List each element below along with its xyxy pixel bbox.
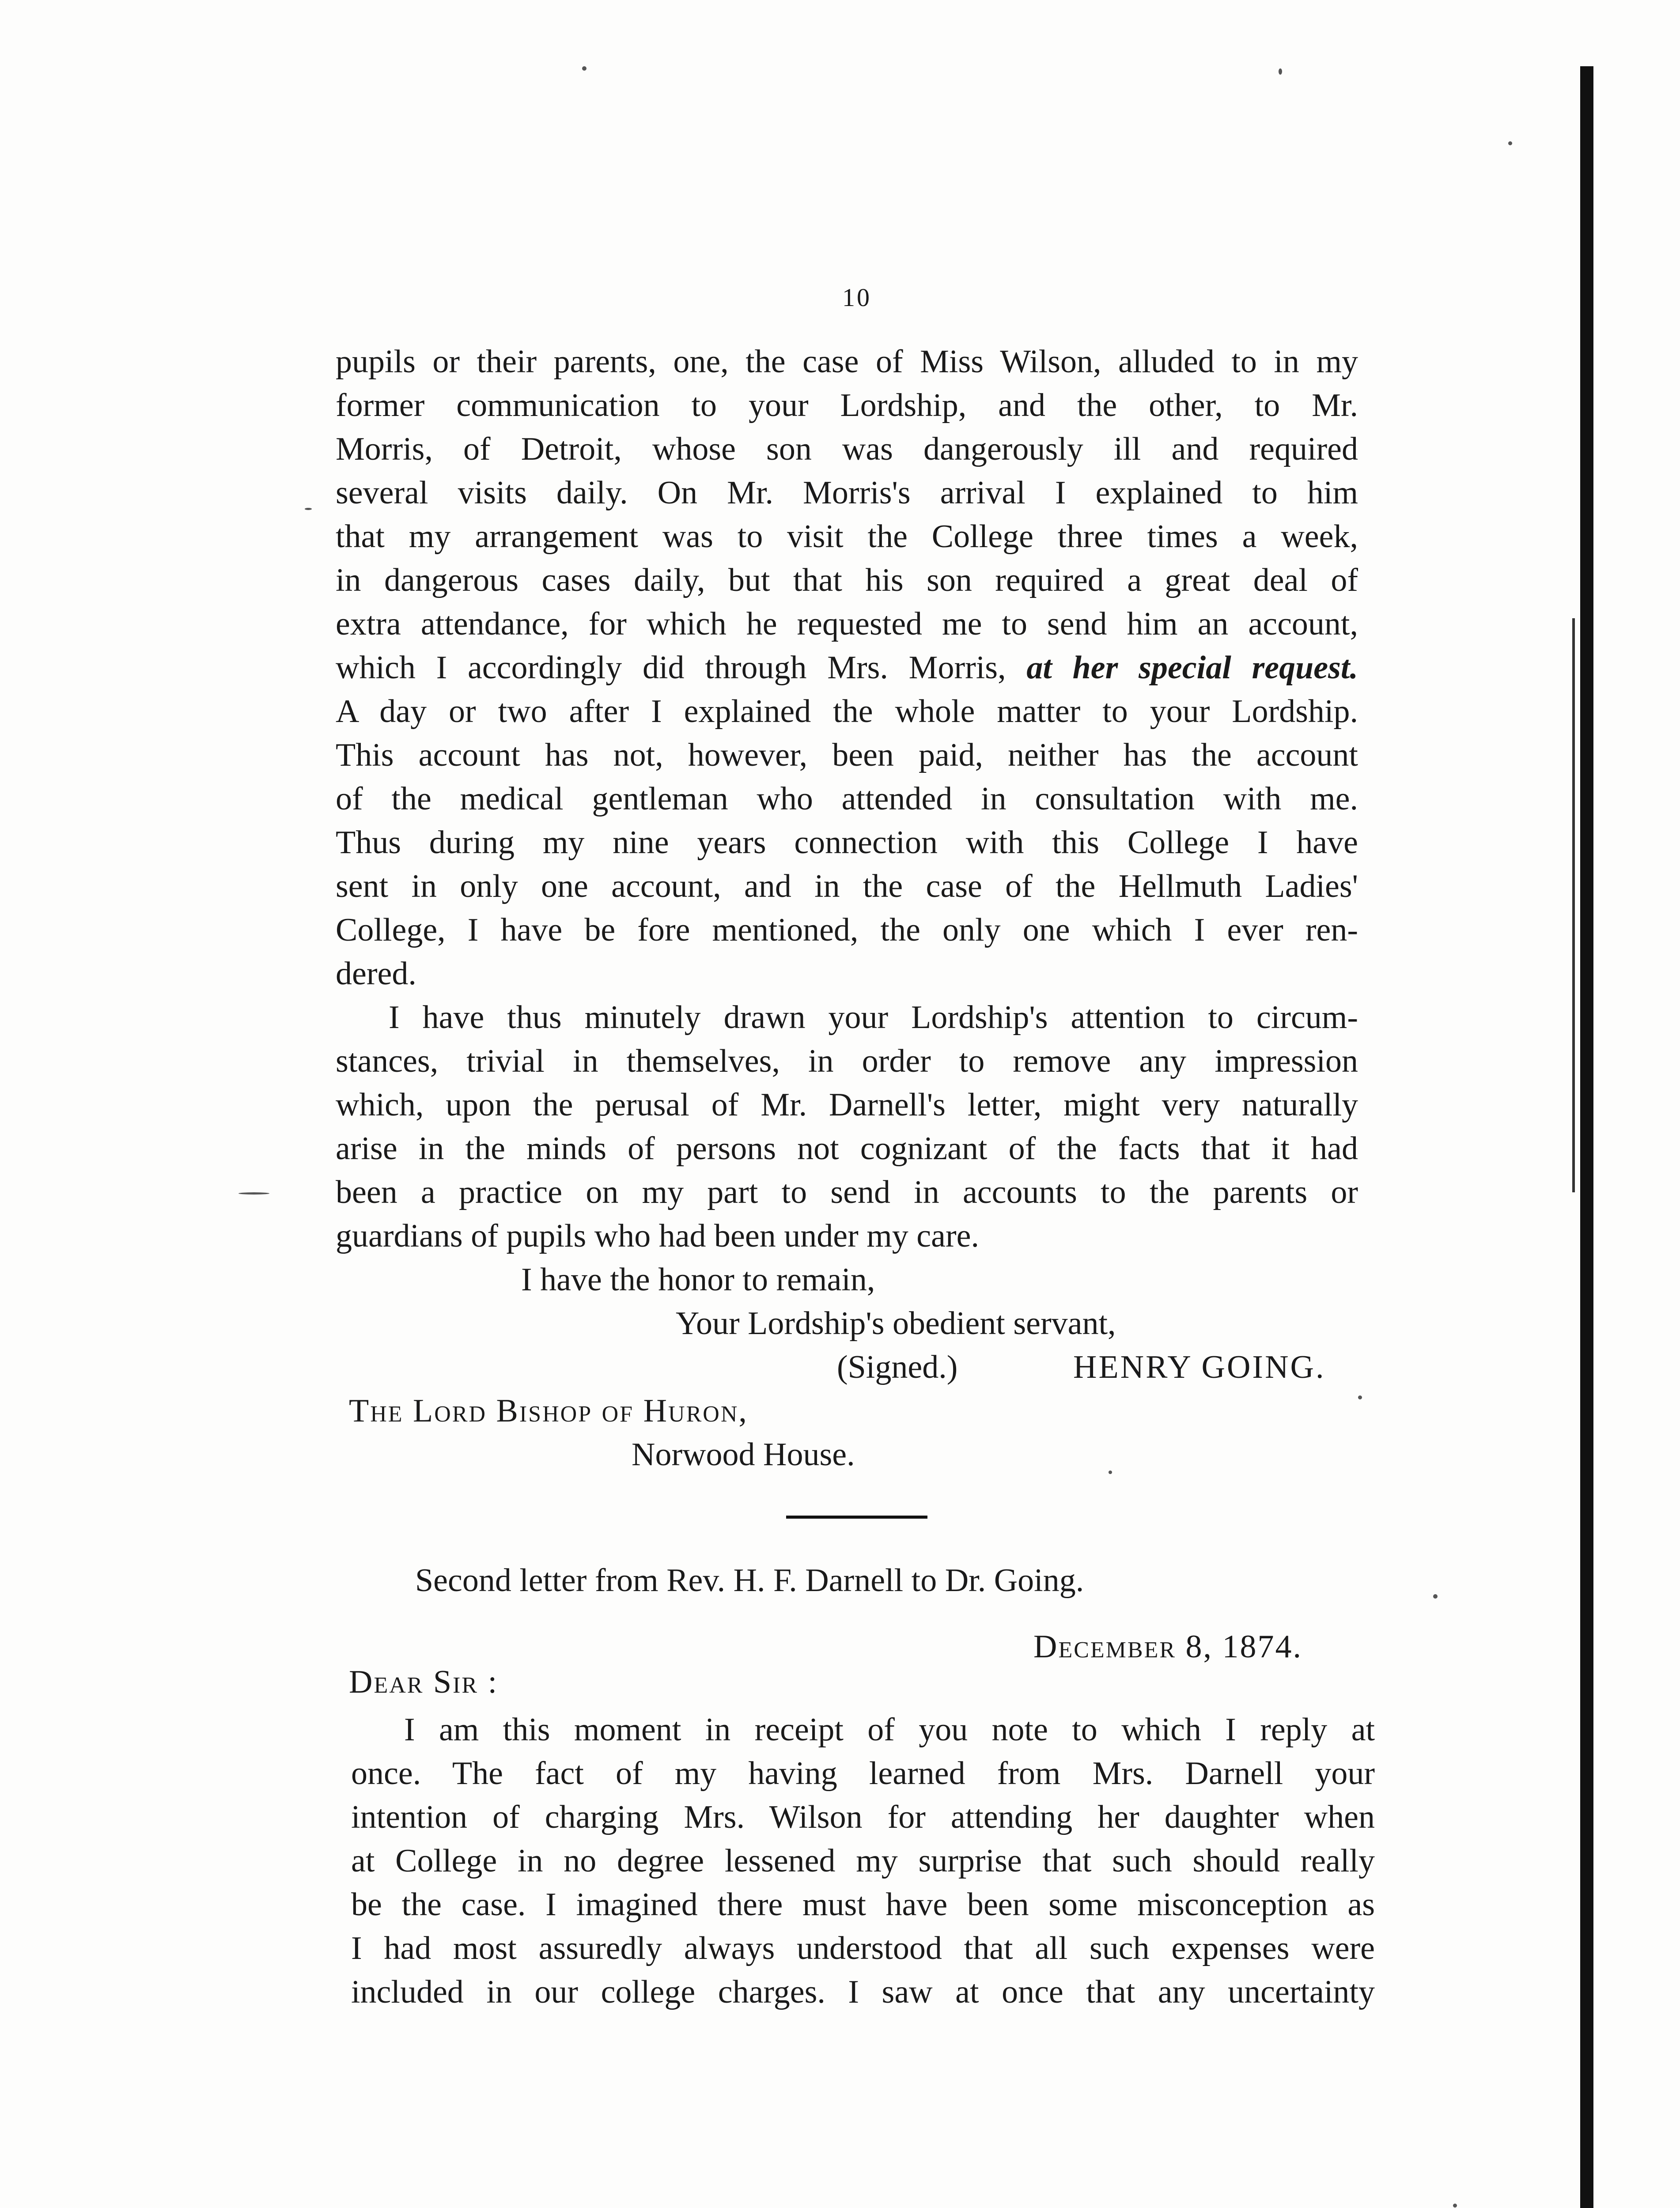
- text-line: This account has not, however, been paid, neither has the account: [336, 737, 1358, 773]
- scan-speck: [582, 66, 586, 71]
- text-line: sent in only one account, and in the case of the Hellmuth Ladies': [336, 868, 1358, 904]
- text-line: be the case. I imagined there must have been some misconception as: [351, 1887, 1375, 1923]
- text-line: stances, trivial in themselves, in order to remove any impression: [336, 1043, 1358, 1079]
- closing-line: I have the honor to remain,: [521, 1262, 875, 1298]
- text-line: arise in the minds of persons not cognizant of the facts that it had: [336, 1130, 1358, 1167]
- text-line: included in our college charges. I saw at once that any uncertainty: [351, 1974, 1375, 2010]
- signed-label: (Signed.): [837, 1349, 958, 1385]
- scan-speck: [238, 1192, 269, 1195]
- text-span: which I accordingly did through Mrs. Morris,: [336, 650, 1006, 686]
- letter2-date: December 8, 1874.: [1033, 1629, 1303, 1665]
- text-line: extra attendance, for which he requested me to send him an account,: [336, 606, 1358, 642]
- text-line: I have thus minutely drawn your Lordship's attention to circum-: [389, 999, 1358, 1036]
- text-line: guardians of pupils who had been under my care.: [336, 1218, 979, 1254]
- text-line: that my arrangement was to visit the College three times a week,: [336, 518, 1358, 555]
- text-line: Morris, of Detroit, whose son was dangerously ill and required: [336, 431, 1358, 467]
- text-line: which, upon the perusal of Mr. Darnell's letter, might very naturally: [336, 1087, 1358, 1123]
- page-number: 10: [842, 283, 871, 312]
- scan-speck: [1433, 1594, 1438, 1599]
- text-line: College, I have be fore mentioned, the only one which I ever ren-: [336, 912, 1358, 948]
- scan-speck: [1453, 2204, 1457, 2208]
- letter2-body: [351, 1708, 1375, 2014]
- text-line: I am this moment in receipt of you note to which I reply at: [404, 1712, 1375, 1748]
- letter2-salutation: Dear Sir :: [349, 1664, 499, 1700]
- scan-speck: [305, 508, 312, 510]
- text-line: former communication to your Lordship, and the other, to Mr.: [336, 387, 1358, 423]
- scan-speck: [1109, 1471, 1112, 1474]
- text-line-with-emphasis: [336, 646, 1358, 690]
- signer-name: HENRY GOING.: [1073, 1349, 1326, 1385]
- closing-line-servant: Your Lordship's obedient servant,: [676, 1305, 1116, 1342]
- emphasized-text: at her special request.: [1026, 650, 1358, 686]
- text-line: at College in no degree lessened my surprise that such should really: [351, 1843, 1375, 1879]
- text-line: several visits daily. On Mr. Morris's arrival I explained to him: [336, 475, 1358, 511]
- text-line: Thus during my nine years connection with this College I have: [336, 824, 1358, 861]
- text-line: pupils or their parents, one, the case of Miss Wilson, alluded to in my: [336, 344, 1358, 380]
- text-line: in dangerous cases daily, but that his son required a great deal of: [336, 562, 1358, 598]
- text-line: I had most assuredly always understood that all such expenses were: [351, 1930, 1375, 1966]
- scan-edge-bar: [1580, 66, 1593, 2208]
- text-line: of the medical gentleman who attended in consultation with me.: [336, 781, 1358, 817]
- text-line: A day or two after I explained the whole matter to your Lordship.: [336, 693, 1358, 730]
- scan-speck: [1358, 1395, 1362, 1399]
- text-line: once. The fact of my having learned from Mrs. Darnell your: [351, 1755, 1375, 1792]
- scan-speck: [1279, 68, 1282, 75]
- section-divider: [786, 1516, 927, 1519]
- text-line: dered.: [336, 956, 416, 992]
- scan-speck: [1508, 141, 1512, 145]
- letter2-caption: Second letter from Rev. H. F. Darnell to Dr. Going.: [415, 1562, 1084, 1599]
- text-line: intention of charging Mrs. Wilson for attending her daughter when: [351, 1799, 1375, 1835]
- scan-edge-line: [1572, 618, 1575, 1192]
- letter1-body: [336, 340, 1358, 1258]
- text-line: been a practice on my part to send in accounts to the parents or: [336, 1174, 1358, 1210]
- address: Norwood House.: [632, 1437, 855, 1473]
- addressee: The Lord Bishop of Huron,: [349, 1393, 748, 1429]
